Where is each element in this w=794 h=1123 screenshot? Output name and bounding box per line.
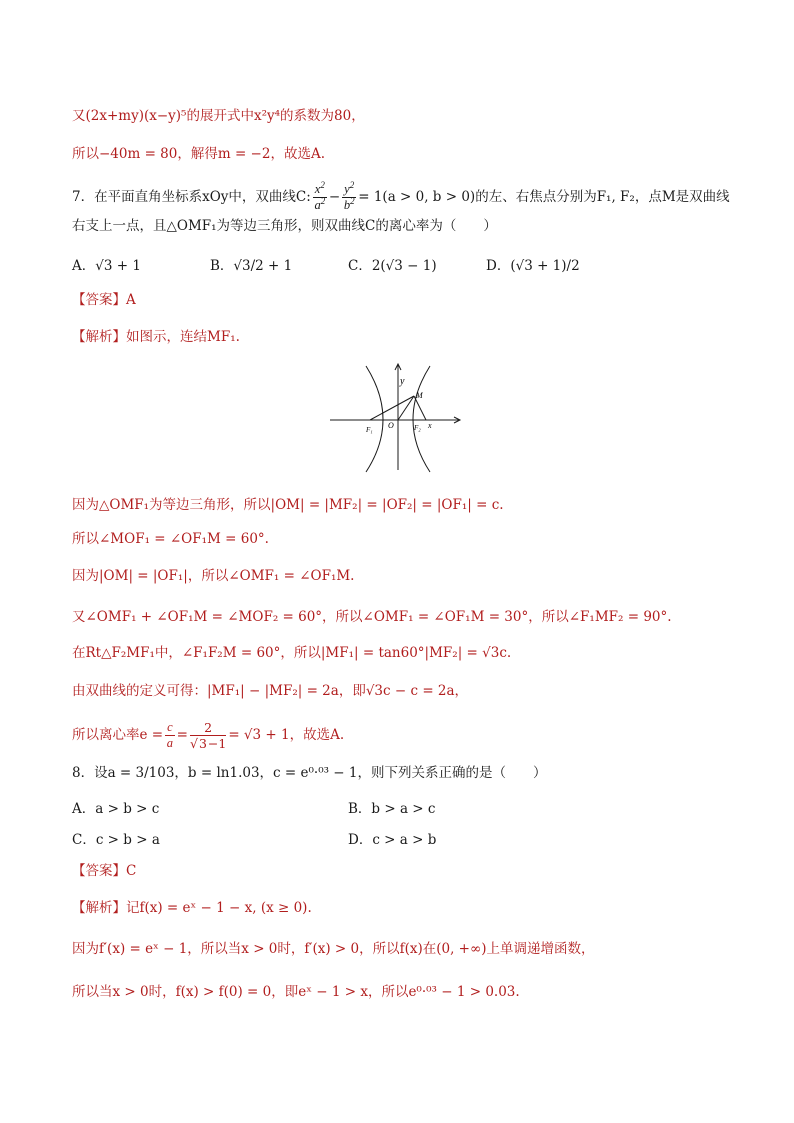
- hyperbola-figure: [328, 362, 468, 474]
- fraction-c-over-a: $\frac{c}{a}$: [166, 720, 173, 750]
- option-8-d: D．c > a > b: [348, 832, 437, 848]
- label-f1: F₁: [366, 426, 373, 434]
- reason-7: 所以离心率e = $\frac{c}{a}$ = $\frac{2}{√3-1}$ = √3 + 1，故选A.: [72, 720, 345, 751]
- option-8-b: B．b > a > c: [348, 801, 436, 817]
- option-7-b: B．√3/2 + 1: [210, 258, 293, 274]
- hyperbola-y-term: $\frac{y^2}{b^2}$: [343, 179, 355, 212]
- line-coefficient: 又(2x+my)(x−y)⁵的展开式中x²y⁴的系数为80，: [72, 108, 365, 124]
- question-7-line-2: 右支上一点，且△OMF₁为等边三角形，则双曲线C的离心率为（ ）: [72, 218, 497, 234]
- label-f2: F₂: [414, 424, 421, 432]
- reason-2: 所以∠MOF₁ = ∠OF₁M = 60°.: [72, 531, 269, 547]
- analysis-8-line-2: 因为f′(x) = eˣ − 1，所以当x > 0时，f′(x) > 0，所以f(x)在(0, +∞)上单调递增函数，: [72, 941, 595, 957]
- label-y: y: [400, 376, 405, 387]
- reason-5: 在Rt△F₂MF₁中，∠F₁F₂M = 60°，所以|MF₁| = tan60°|MF₂| = √3c.: [72, 645, 512, 661]
- option-7-c: C．2(√3 − 1): [348, 258, 437, 274]
- analysis-8-line-3: 所以当x > 0时，f(x) > f(0) = 0，即eˣ − 1 > x，所以e⁰·⁰³ − 1 > 0.03.: [72, 984, 520, 1000]
- reason-4: 又∠OMF₁ + ∠OF₁M = ∠MOF₂ = 60°，所以∠OMF₁ = ∠OF₁M = 30°，所以∠F₁MF₂ = 90°.: [72, 609, 672, 625]
- label-o: O: [388, 421, 394, 430]
- option-8-a: A．a > b > c: [72, 801, 160, 817]
- eccentricity-prefix: 所以离心率e =: [72, 727, 164, 743]
- segment-f1-m: [370, 396, 414, 420]
- eccentricity-result: = √3 + 1，故选A.: [228, 727, 345, 743]
- answer-7: 【答案】A: [72, 292, 136, 308]
- question-8: 8．设a = 3/103，b = ln1.03，c = e⁰·⁰³ − 1，则下列关系正确的是（ ）: [72, 765, 547, 781]
- option-7-d: D．(√3 + 1)/2: [486, 258, 580, 274]
- reason-3: 因为|OM| = |OF₁|，所以∠OMF₁ = ∠OF₁M.: [72, 568, 355, 584]
- label-x: x: [428, 421, 432, 430]
- fraction-2-over-root3-minus-1: $\frac{2}{√3-1}$: [189, 720, 227, 751]
- answer-8: 【答案】C: [72, 863, 137, 879]
- right-branch: [413, 366, 430, 472]
- question-7-prefix: 7．在平面直角坐标系xOy中，双曲线C:: [72, 189, 311, 205]
- analysis-7-intro: 【解析】如图示，连结MF₁.: [72, 329, 240, 345]
- question-7-line-1: 7．在平面直角坐标系xOy中，双曲线C: $\frac{x^2}{a^2}$ − $\frac{y^2}{b^2}$ = 1(a > 0, b > 0)的左、右焦点分别为F₁, F₂，点M是双曲线: [72, 179, 730, 212]
- hyperbola-x-term: $\frac{x^2}{a^2}$: [314, 179, 326, 212]
- label-m: M: [416, 391, 423, 400]
- question-7-suffix: (a > 0, b > 0)的左、右焦点分别为F₁, F₂，点M是双曲线: [382, 189, 730, 205]
- option-7-a: A．√3 + 1: [72, 258, 141, 274]
- reason-1: 因为△OMF₁为等边三角形，所以|OM| = |MF₂| = |OF₂| = |OF₁| = c.: [72, 497, 504, 513]
- left-branch: [366, 366, 383, 472]
- segment-o-m: [398, 396, 414, 420]
- option-8-c: C．c > b > a: [72, 832, 160, 848]
- analysis-8-line-1: 【解析】记f(x) = eˣ − 1 − x, (x ≥ 0).: [72, 900, 312, 916]
- reason-6: 由双曲线的定义可得：|MF₁| − |MF₂| = 2a，即√3c − c = 2a，: [72, 683, 469, 699]
- line-solve-m: 所以−40m = 80，解得m = −2，故选A.: [72, 146, 325, 162]
